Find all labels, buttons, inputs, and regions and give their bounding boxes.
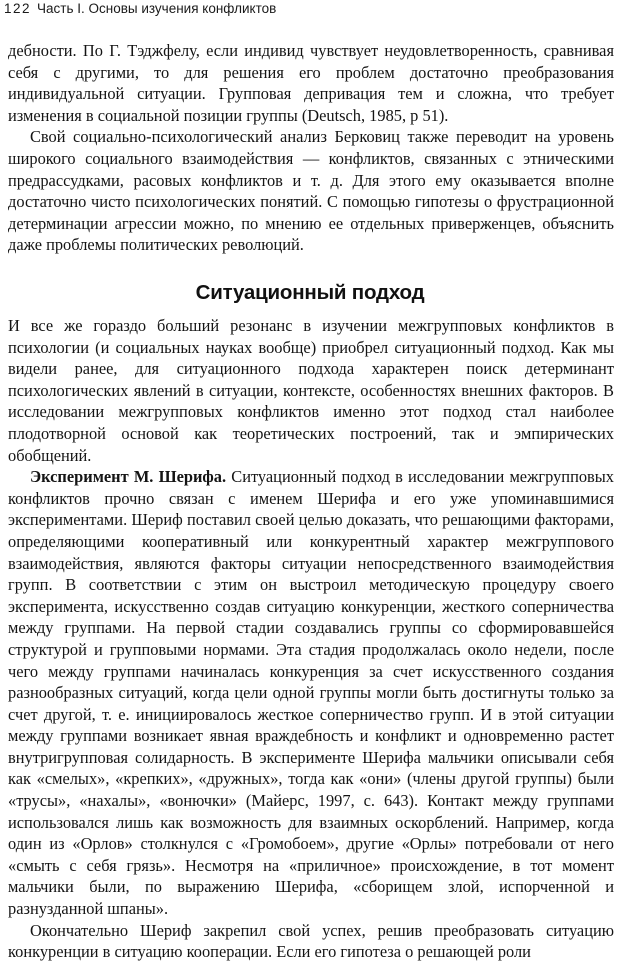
text-block-top <box>8 40 614 256</box>
section-heading: Ситуационный подход <box>195 281 425 304</box>
text-block-main <box>8 315 614 963</box>
running-title: Часть I. Основы изучения конфликтов <box>37 1 277 16</box>
paragraph-cooperation: Окончательно Шериф закрепил свой успех, решив преобразовать ситуацию конкуренции в ситуацию кооперации. Если его гипотеза о решающей роли <box>8 920 614 962</box>
paragraph-berkowitz: Свой социально-психологический анализ Берковиц также переводит на уровень широкого социального взаимодействия — конфликтов, связанных с этническими предрассудками, расовых конфликтов и т. д. Для этого ему оказывается вполне достаточно чисто психологических понятий. С помощью гипотезы о фрустрационной детерминации агрессии можно, по мнению ее отдельных приверженцев, объяснить даже проблемы политических революций. <box>8 127 614 255</box>
run-in-heading: Эксперимент М. Шерифа. <box>30 467 227 487</box>
running-header <box>4 0 276 18</box>
paragraph-situational-approach: И все же гораздо больший резонанс в изучении межгрупповых конфликтов в психологии (и социальных науках вообще) приобрел ситуационный подход. Как мы видели ранее, для ситуационного подхода характерен поиск детерминант психологических явлений в ситуации, контексте, особенностях внешних факторов. В исследовании межгрупповых конфликтов именно этот подход стал наиболее плодотворной основой как теоретических построений, так и эмпирических обобщений. <box>8 316 614 465</box>
paragraph-sherif-text: Ситуационный подход в исследовании межгрупповых конфликтов прочно связан с именем Шерифа и его уже упоминавшимися экспериментами. Шериф поставил своей целью доказать, что решающими факторами, определяющими кооперативный или конкурентный характер межгруппового взаимодействия, являются факторы ситуации непосредственного взаимодействия групп. В соответствии с этим он выстроил методическую процедуру своего эксперимента, искусственно создав ситуацию конкуренции, жесткого соперничества между группами. На первой стадии создавались группы со сформировавшейся структурой и групповыми нормами. Эта стадия продолжалась около недели, после чего между группами начиналась конкуренция за счет искусственного создания разнообразных ситуаций, когда цели одной группы могли быть достигнуты только за счет другой, т. е. инициировалось жесткое соперничество групп. И в этой ситуации между группами возникает явная враждебность и конфликт и одновременно растет внутригрупповая солидарность. В эксперименте Шерифа мальчики описывали себя как «смелых», «крепких», «дружных», тогда как «они» (члены другой группы) были «трусы», «нахалы», «вонючки» (Майерс, 1997, с. 643). Контакт между группами использовался лишь как возможность для взаимных оскорблений. Например, когда один из «Орлов» столкнулся с «Громобоем», другие «Орлы» потребовали от него «смыть с себя грязь». Несмотря на «приличное» происхождение, в тот момент мальчики были, по выражению Шерифа, «сборищем злой, испорченной и разнузданной шпаны». <box>8 467 614 919</box>
page-number: 122 <box>4 1 32 16</box>
paragraph-continuation: дебности. По Г. Тэджфелу, если индивид чувствует неудовлетворенность, сравнивая себя с другими, то для решения его проблем достаточно преобразования индивидуальной ситуации. Групповая депривация тем и сложна, что требует изменения в социальной позиции группы (Deutsch, 1985, p 51). <box>8 41 614 125</box>
paragraph-sherif-experiment <box>8 466 614 919</box>
